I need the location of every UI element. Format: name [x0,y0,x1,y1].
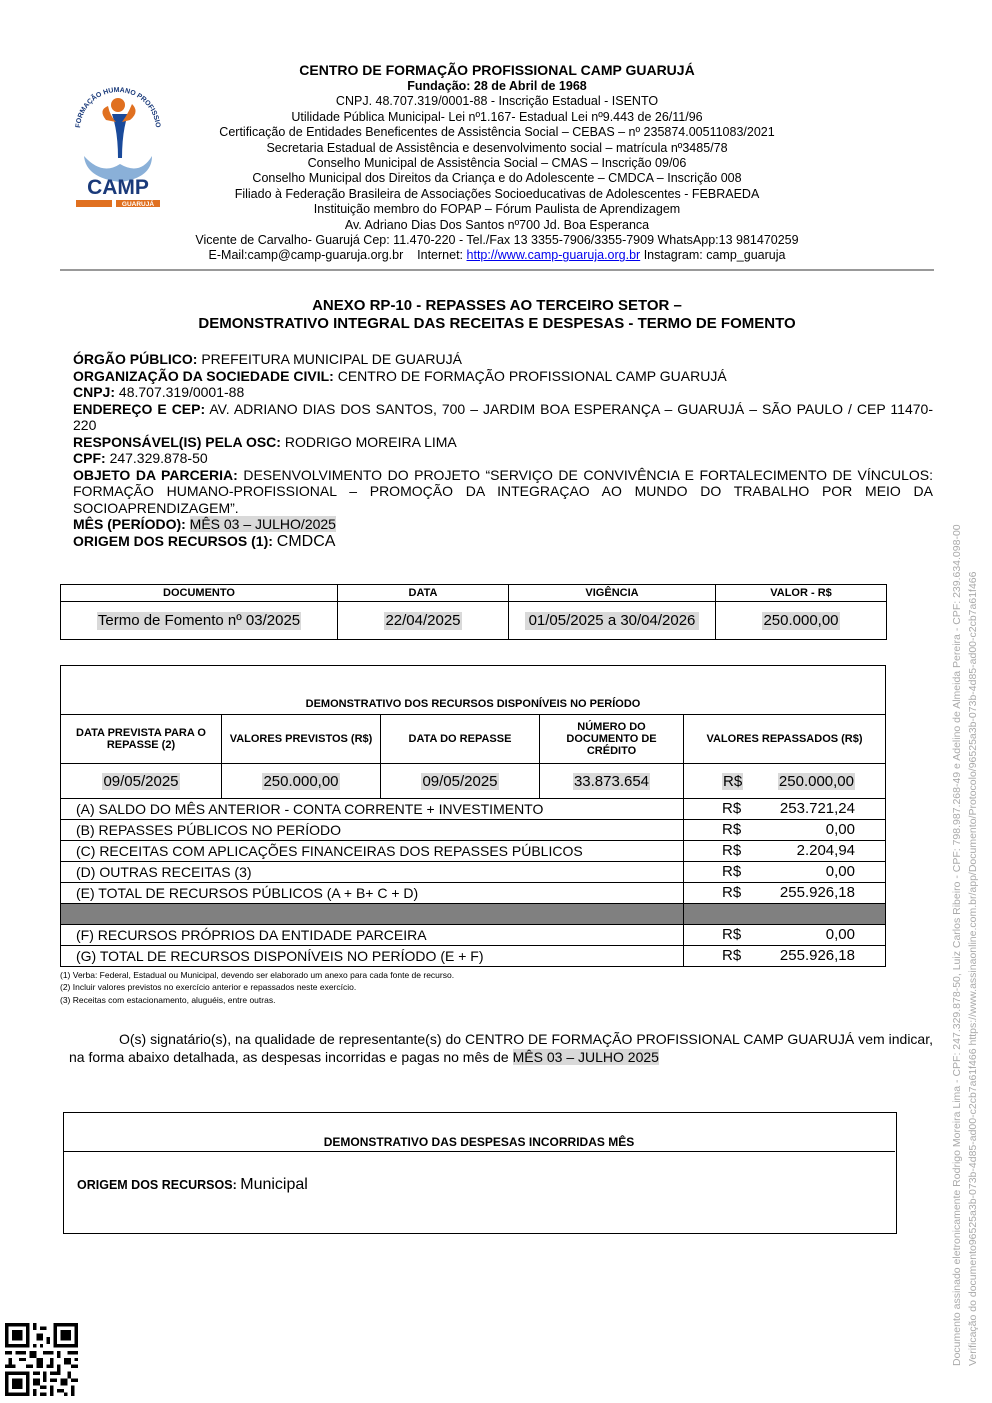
expenses-divider [63,1151,895,1152]
signature-verification-note [950,366,981,1366]
footnotes [60,969,454,1006]
period-highlight: MÊS 03 – JULHO 2025 [512,1048,659,1065]
cell-vigencia: 01/05/2025 a 30/04/2026 [509,602,716,640]
partnership-info [69,351,933,550]
footnote: (2) Incluir valores previstos no exercício anterior e repassados neste exercício. [60,982,357,993]
summary-value: R$ 253.721,24 [684,799,886,820]
summary-value: R$ 0,00 [684,820,886,841]
summary-row [61,883,886,904]
endereco-cep: ENDEREÇO E CEP: AV. ADRIANO DIAS DOS SANTOS, 700 – JARDIM BOA ESPERANÇA – GUARUJÁ – SÃO PAULO / CEP 11470-220 [73,400,933,433]
summary-label: (E) TOTAL DE RECURSOS PÚBLICOS (A + B+ C + D) [61,883,684,904]
title-line-1: ANEXO RP-10 - REPASSES AO TERCEIRO SETOR – [312,297,682,314]
table-row [61,602,887,640]
institution-name: CENTRO DE FORMAÇÃO PROFISSIONAL CAMP GUARUJÁ [299,62,695,78]
summary-value: R$ 0,00 [684,925,886,946]
febraeda-line: Filiado à Federação Brasileira de Associações Socioeducativas de Adolescentes - FEBRAEDA [234,186,760,201]
orgao-publico: ÓRGÃO PÚBLICO: PREFEITURA MUNICIPAL DE GUARUJÁ [73,351,462,367]
table-row [61,764,886,799]
summary-value: R$ 255.926,18 [684,946,886,967]
summary-row [61,820,886,841]
foundation-date: Fundação: 28 de Abril de 1968 [407,79,587,93]
signature-line: Documento assinado eletronicamente Rodrigo Moreira Lima - CPF: 247.329.878-50, Luiz Carlos Ribeiro - CPF: 798.987.268-49 e Adelino de Almeida Pereira - CPF: 239.634.098-00 [951,524,963,1366]
objeto-parceria: OBJETO DA PARCERIA: DESENVOLVIMENTO DO PROJETO “SERVIÇO DE CONVIVÊNCIA E FORTALECIMENTO DE VÍNCULOS: FORMAÇÃO HUMANO-PROFISSIONAL – PROMOÇÃO DA INTEGRAÇAO AO MUNDO DO TRABALHO POR MEIO DA SOCIOAPRENDIZAGEM”. [73,466,933,516]
email-text: E-Mail:camp@camp-guaruja.org.br [208,248,404,263]
summary-row [61,862,886,883]
letterhead [170,62,824,264]
cpf: CPF: 247.329.878-50 [73,450,208,466]
header-data-prevista: DATA PREVISTA PARA O REPASSE (2) [61,715,222,764]
summary-label: (B) REPASSES PÚBLICOS NO PERÍODO [61,820,684,841]
summary-label: (C) RECEITAS COM APLICAÇÕES FINANCEIRAS DOS REPASSES PÚBLICOS [61,841,684,862]
organizacao-civil: ORGANIZAÇÃO DA SOCIEDADE CIVIL: CENTRO DE FORMAÇÃO PROFISSIONAL CAMP GUARUJÁ [73,367,727,384]
utilidade-publica-line: Utilidade Pública Municipal- Lei nº1.167- Estadual Lei nº9.443 de 26/11/96 [291,109,703,124]
logo-brand: CAMP [87,176,149,199]
phone-line: Vicente de Carvalho- Guarujá Cep: 11.470-220 - Tel./Fax 13 3355-7906/3355-7909 WhatsApp:13 981470259 [195,233,799,248]
qr-code-icon[interactable] [5,1323,78,1396]
summary-value: R$ 0,00 [684,862,886,883]
header-valores-repassados: VALORES REPASSADOS (R$) [684,715,886,764]
header-documento: DOCUMENTO [61,585,338,602]
resources-table [60,665,886,967]
document-title [60,297,934,333]
resources-caption: DEMONSTRATIVO DOS RECURSOS DISPONÍVEIS NO PERÍODO [61,666,886,715]
table-header-row [61,585,887,602]
verification-line: Verificação do documento96525a3b-073b-4d85-ad00-c2cb7a61f466 https://www.assinaonline.com.br/app/Documento/Protocolo/96525a3b-073b-4d85-ad00-c2cb7a61f466 [966,571,979,1366]
separator-row [61,904,886,925]
summary-row [61,946,886,967]
logo-arc-text: FORMAÇÃO HUMANO PROFISSIO [75,86,161,129]
header-divider [60,269,934,271]
table-caption-row [61,666,886,715]
summary-row [61,841,886,862]
cell-documento: Termo de Fomento nº 03/2025 [61,602,338,640]
summary-label: (A) SALDO DO MÊS ANTERIOR - CONTA CORRENTE + INVESTIMENTO [61,799,684,820]
secretaria-line: Secretaria Estadual de Assistência e desenvolvimento social – matrícula nº3485/78 [266,140,728,155]
cebas-line: Certificação de Entidades Beneficentes de Assistência Social – CEBAS – nº 235874.00511083/2021 [219,125,775,140]
cmdca-line: Conselho Municipal dos Direitos da Criança e do Adolescente – CMDCA – Inscrição 008 [252,171,742,186]
document-table [60,584,887,640]
summary-row [61,799,886,820]
expenses-caption: DEMONSTRATIVO DAS DESPESAS INCORRIDAS MÊS [323,1135,635,1149]
mes-periodo: MÊS (PERÍODO): MÊS 03 – JULHO/2025 [73,516,336,532]
fopap-line: Instituição membro do FOPAP – Fórum Paulista de Aprendizagem [313,202,681,217]
website-link[interactable]: http://www.camp-guaruja.org.br [466,248,641,263]
expenses-table [63,1112,897,1234]
header-valores-previstos: VALORES PREVISTOS (R$) [222,715,381,764]
camp-logo [66,70,170,212]
footnote: (1) Verba: Federal, Estadual ou Municipal, devendo ser elaborado um anexo para cada fonte de recurso. [60,970,455,980]
responsavel: RESPONSÁVEL(IS) PELA OSC: RODRIGO MOREIRA LIMA [73,433,457,450]
cell-data-repasse: 09/05/2025 [381,764,540,799]
cnpj: CNPJ: 48.707.319/0001-88 [73,384,245,400]
cell-valor: 250.000,00 [716,602,887,640]
cnpj-line: CNPJ. 48.707.319/0001-88 - Inscrição Estadual - ISENTO [335,94,659,109]
table-header-row [61,715,886,764]
cell-valores-repassados: R$ 250.000,00 [684,764,886,799]
summary-label: (F) RECURSOS PRÓPRIOS DA ENTIDADE PARCEIRA [61,925,684,946]
summary-label: (D) OUTRAS RECEITAS (3) [61,862,684,883]
declaration-paragraph: O(s) signatário(s), na qualidade de representante(s) do CENTRO DE FORMAÇÃO PROFISSIONAL CAMP GUARUJÁ vem indicar, na forma abaixo detalhada, as despesas incorridas e pagas no mês de MÊS 03 – JULHO 2025 [69,1031,933,1065]
header-vigencia: VIGÊNCIA [509,585,716,602]
summary-value: R$ 255.926,18 [684,883,886,904]
header-data: DATA [338,585,509,602]
summary-row [61,925,886,946]
cell-data: 22/04/2025 [338,602,509,640]
expenses-origem: ORIGEM DOS RECURSOS: Municipal [77,1176,308,1193]
cell-data-prevista: 09/05/2025 [61,764,222,799]
footnote: (3) Receitas com estacionamento, aluguéis, entre outras. [60,994,276,1005]
contact-line [170,248,824,263]
header-data-repasse: DATA DO REPASSE [381,715,540,764]
summary-label: (G) TOTAL DE RECURSOS DISPONÍVEIS NO PERÍODO (E + F) [61,946,684,967]
title-line-2: DEMONSTRATIVO INTEGRAL DAS RECEITAS E DESPESAS - TERMO DE FOMENTO [198,315,796,332]
cmas-line: Conselho Municipal de Assistência Social – CMAS – Inscrição 09/06 [307,156,687,171]
header-valor: VALOR - R$ [716,585,887,602]
internet-label: Internet: [417,248,464,263]
cell-valores-previstos: 250.000,00 [222,764,381,799]
cell-numero-documento: 33.873.654 [540,764,684,799]
summary-value: R$ 2.204,94 [684,841,886,862]
header-numero-documento: NÚMERO DO DOCUMENTO DE CRÉDITO [540,715,684,764]
instagram-text: Instagram: camp_guaruja [643,248,786,263]
logo-sub: GUARUJÁ [121,201,155,208]
address-line: Av. Adriano Dias Dos Santos nº700 Jd. Boa Esperanca [344,217,650,232]
origem-recursos: ORIGEM DOS RECURSOS (1): CMDCA [73,532,336,550]
